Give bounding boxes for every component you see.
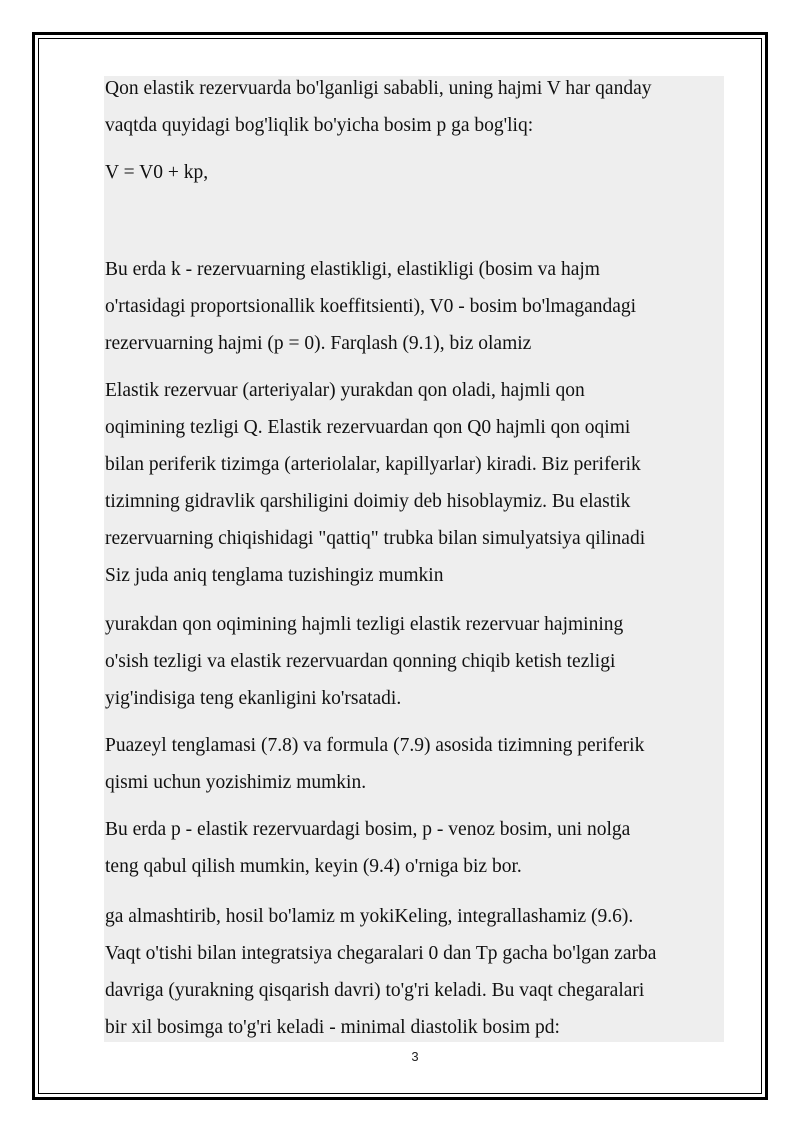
text-line: teng qabul qilish mumkin, keyin (9.4) o'rniga biz bor. [105,856,522,877]
paragraph-1 [105,76,651,150]
text-line: ga almashtirib, hosil bo'lamiz m yokiKeling, integrallashamiz (9.6). [105,906,634,927]
text-line: bir xil bosimga to'g'ri keladi - minimal diastolik bosim pd: [105,1017,560,1038]
paragraph-7 [105,817,630,891]
text-line: Bu erda k - rezervuarning elastikligi, elastikligi (bosim va hajm [105,259,600,280]
text-line: V = V0 + kp, [105,162,209,183]
text-line: bilan periferik tizimga (arteriolalar, kapillyarlar) kiradi. Biz periferik [105,454,641,475]
text-line: oqimining tezligi Q. Elastik rezervuardan qon Q0 hajmli qon oqimi [105,417,631,438]
text-line: o'rtasidagi proportsionallik koeffitsienti), V0 - bosim bo'lmagandagi [105,296,637,317]
paragraph-5 [105,612,623,723]
paragraph-6 [105,733,644,807]
text-line: Qon elastik rezervuarda bo'lganligi sababli, uning hajmi V har qanday [105,78,652,99]
text-line: yig'indisiga teng ekanligini ko'rsatadi. [105,688,402,709]
text-line: rezervuarning chiqishidagi "qattiq" trubka bilan simulyatsiya qilinadi [105,528,646,549]
text-line: o'sish tezligi va elastik rezervuardan qonning chiqib ketish tezligi [105,651,616,672]
text-line: vaqtda quyidagi bog'liqlik bo'yicha bosim p ga bog'liq: [105,115,534,136]
text-line: davriga (yurakning qisqarish davri) to'g'ri keladi. Bu vaqt chegaralari [105,980,645,1001]
text-line: tizimning gidravlik qarshiligini doimiy deb hisoblaymiz. Bu elastik [105,491,631,512]
text-line: rezervuarning hajmi (p = 0). Farqlash (9.1), biz olamiz [105,333,532,354]
page-number: 3 [411,1049,419,1064]
text-line: Elastik rezervuar (arteriyalar) yurakdan qon oladi, hajmli qon [105,380,585,401]
text-line: Siz juda aniq tenglama tuzishingiz mumkin [105,565,444,586]
text-line: Bu erda p - elastik rezervuardagi bosim, p - venoz bosim, uni nolga [105,819,631,840]
text-line: Puazeyl tenglamasi (7.8) va formula (7.9) asosida tizimning periferik [105,735,645,756]
paragraph-3 [105,257,636,368]
paragraph-4 [105,378,645,600]
text-line: Vaqt o'tishi bilan integratsiya chegaralari 0 dan Tp gacha bo'lgan zarba [105,943,657,964]
text-line: yurakdan qon oqimining hajmli tezligi elastik rezervuar hajmining [105,614,624,635]
paragraph-2-formula [105,160,208,197]
text-line: qismi uchun yozishimiz mumkin. [105,772,367,793]
paragraph-8 [105,904,656,1052]
